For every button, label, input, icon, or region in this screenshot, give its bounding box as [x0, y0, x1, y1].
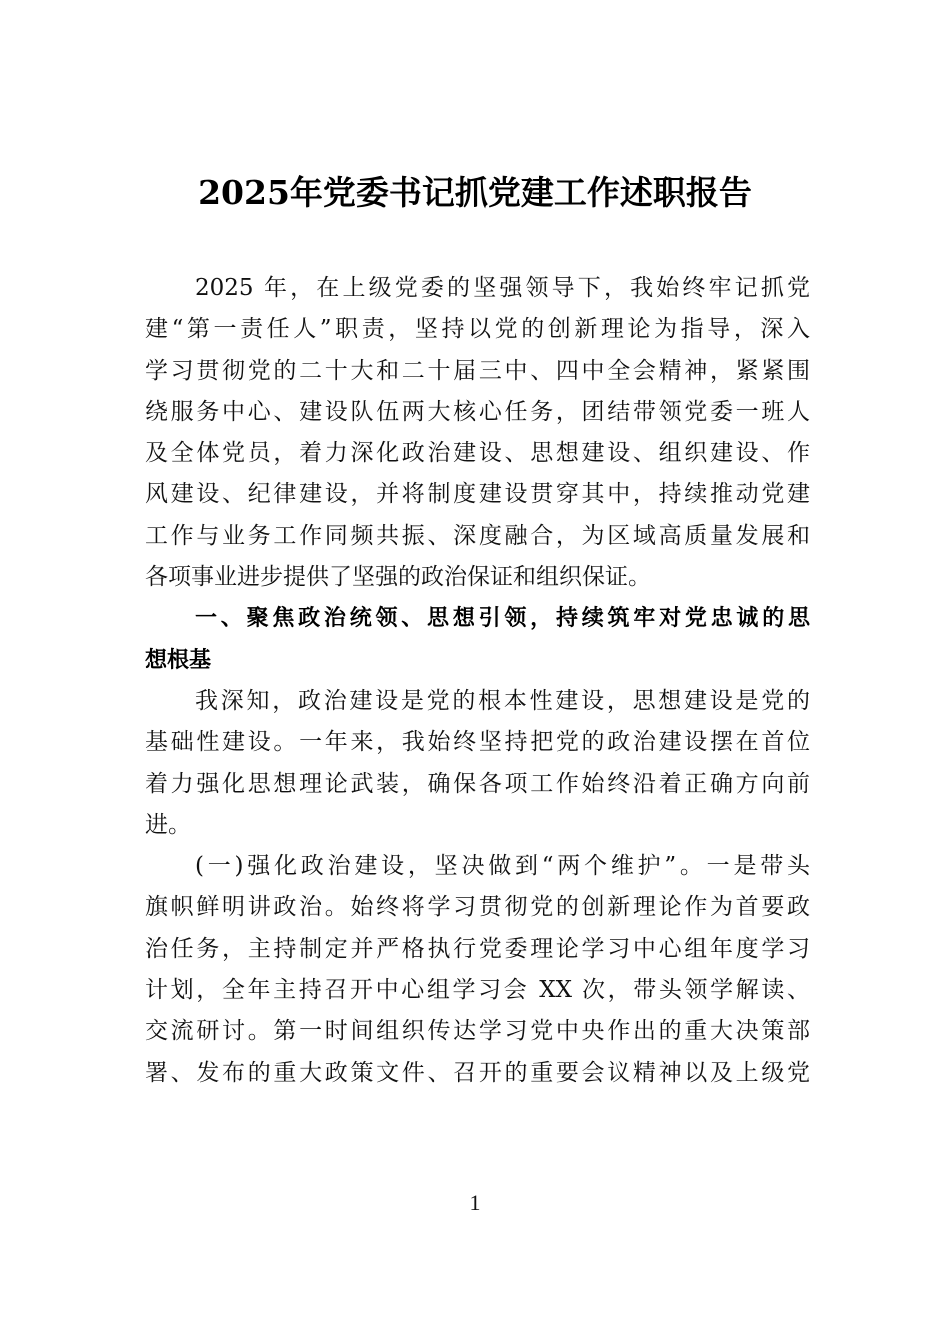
text-line: 建“第一责任人”职责，坚持以党的创新理论为指导，深入	[145, 316, 810, 343]
section-heading-1	[145, 598, 810, 681]
text-line: 工作与业务工作同频共振、深度融合，为区域高质量发展和	[145, 522, 810, 549]
text-line: 学习贯彻党的二十大和二十届三中、四中全会精神，紧紧围	[145, 357, 810, 384]
text-line: 各项事业进步提供了坚强的政治保证和组织保证。	[145, 564, 651, 591]
text-line: 2025 年，在上级党委的坚强领导下，我始终牢记抓党	[195, 275, 810, 301]
text-line: 及全体党员，着力深化政治建设、思想建设、组织建设、作	[145, 440, 810, 467]
paragraph-section-1-intro	[145, 681, 810, 846]
text-line: 绕服务中心、建设队伍两大核心任务，团结带领党委一班人	[145, 398, 810, 425]
heading-line: 想根基	[145, 647, 212, 673]
text-line: 计划，全年主持召开中心组学习会 XX 次，带头领学解读、	[145, 977, 810, 1004]
document-title: 2025年党委书记抓党建工作述职报告	[198, 173, 752, 212]
text-line: 旗帜鲜明讲政治。始终将学习贯彻党的创新理论作为首要政	[145, 894, 810, 921]
text-line: 署、发布的重大政策文件、召开的重要会议精神以及上级党	[145, 1059, 810, 1086]
paragraph-subsection-1	[145, 846, 810, 1094]
text-line: 基础性建设。一年来，我始终坚持把党的政治建设摆在首位	[145, 729, 810, 756]
text-line: 治任务，主持制定并严格执行党委理论学习中心组年度学习	[145, 935, 810, 962]
paragraph-intro	[145, 268, 810, 598]
page-number: 1	[469, 1190, 481, 1215]
text-line: 风建设、纪律建设，并将制度建设贯穿其中，持续推动党建	[145, 481, 810, 508]
subheading-line: (一)强化政治建设，坚决做到“两个维护”。一是带头	[195, 853, 810, 880]
text-line: 进。	[145, 811, 191, 838]
text-line: 我深知，政治建设是党的根本性建设，思想建设是党的	[195, 687, 810, 714]
heading-line: 一、聚焦政治统领、思想引领，持续筑牢对党忠诚的思	[195, 606, 810, 632]
text-line: 着力强化思想理论武装，确保各项工作始终沿着正确方向前	[145, 770, 810, 797]
document-body	[145, 268, 810, 1094]
text-line: 交流研讨。第一时间组织传达学习党中央作出的重大决策部	[145, 1018, 810, 1045]
